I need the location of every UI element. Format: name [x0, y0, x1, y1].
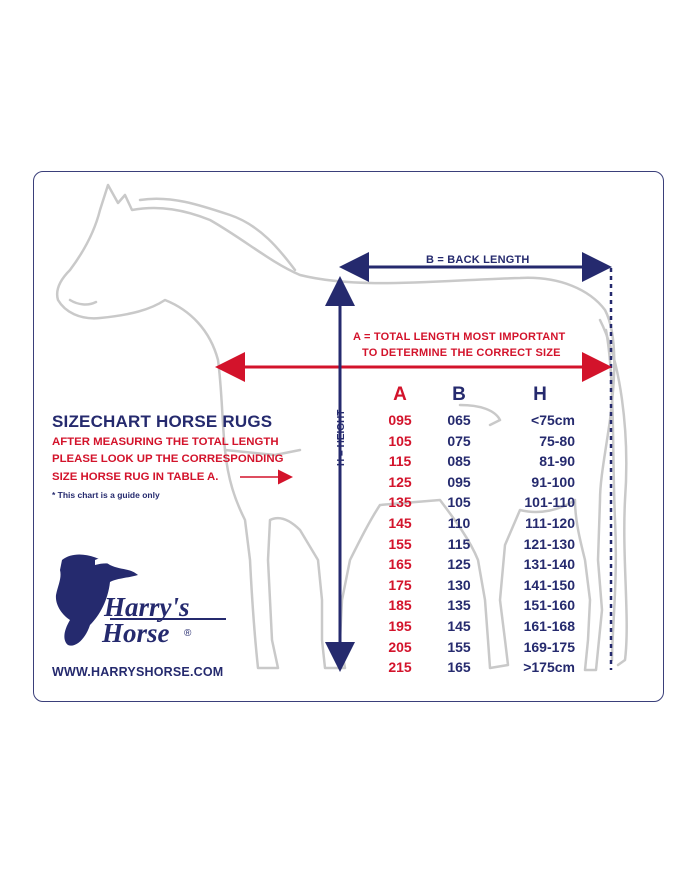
- cell-b: 130: [447, 576, 471, 593]
- cell-h: 169-175: [523, 638, 575, 655]
- col-header-h: H: [533, 384, 547, 405]
- brand-name-line1: Harry's: [104, 592, 190, 622]
- cell-h: >175cm: [523, 659, 575, 676]
- back-length-label: B = BACK LENGTH: [426, 254, 530, 266]
- cell-a: 125: [388, 473, 412, 490]
- cell-h: 111-120: [525, 515, 575, 531]
- cell-b: 085: [447, 453, 471, 470]
- col-header-b: B: [452, 384, 466, 405]
- registered-mark: ®: [184, 628, 192, 639]
- cell-a: 135: [388, 494, 412, 511]
- cell-a: 205: [388, 638, 412, 655]
- cell-b: 135: [447, 597, 471, 614]
- cell-b: 145: [447, 618, 471, 634]
- cell-a: 165: [388, 556, 412, 573]
- total-length-label-line1: A = TOTAL LENGTH MOST IMPORTANT: [353, 331, 566, 343]
- cell-b: 105: [447, 494, 471, 511]
- cell-h: 101-110: [524, 494, 575, 511]
- cell-h: 81-90: [539, 453, 575, 470]
- website-link[interactable]: WWW.HARRYSHORSE.COM: [52, 665, 224, 679]
- cell-a: 215: [388, 659, 412, 676]
- cell-b: 125: [447, 556, 471, 573]
- guide-note: * This chart is a guide only: [52, 490, 160, 500]
- cell-h: <75cm: [531, 412, 575, 428]
- instruction-line-2: PLEASE LOOK UP THE CORRESPONDING: [52, 453, 284, 465]
- height-label: H = HEIGHT: [336, 409, 347, 466]
- cell-h: 161-168: [523, 618, 575, 634]
- cell-h: 121-130: [523, 535, 575, 552]
- cell-a: 185: [388, 597, 412, 614]
- cell-b: 165: [447, 659, 471, 676]
- cell-h: 75-80: [539, 432, 575, 449]
- cell-h: 91-100: [531, 473, 575, 490]
- cell-b: 075: [447, 432, 471, 449]
- cell-a: 105: [388, 432, 412, 449]
- brand-name-line2: Horse: [102, 618, 170, 648]
- cell-b: 095: [447, 473, 471, 490]
- instruction-line-1: AFTER MEASURING THE TOTAL LENGTH: [52, 436, 279, 448]
- cell-b: 065: [447, 412, 471, 428]
- cell-b: 115: [447, 535, 471, 552]
- cell-h: 141-150: [523, 576, 575, 593]
- cell-b: 155: [447, 638, 471, 655]
- cell-a: 115: [388, 453, 412, 470]
- cell-h: 151-160: [523, 597, 575, 614]
- col-header-a: A: [393, 384, 407, 405]
- total-length-label-line2: TO DETERMINE THE CORRECT SIZE: [362, 347, 561, 359]
- cell-a: 145: [388, 515, 412, 531]
- cell-a: 095: [388, 412, 412, 428]
- page-title: SIZECHART HORSE RUGS: [52, 412, 273, 431]
- cell-a: 195: [388, 618, 412, 634]
- cell-a: 175: [388, 576, 412, 593]
- cell-a: 155: [388, 535, 412, 552]
- instruction-line-3: SIZE HORSE RUG IN TABLE A.: [52, 471, 219, 483]
- cell-b: 110: [447, 515, 471, 531]
- logo-underline: [110, 618, 226, 620]
- cell-h: 131-140: [523, 556, 575, 573]
